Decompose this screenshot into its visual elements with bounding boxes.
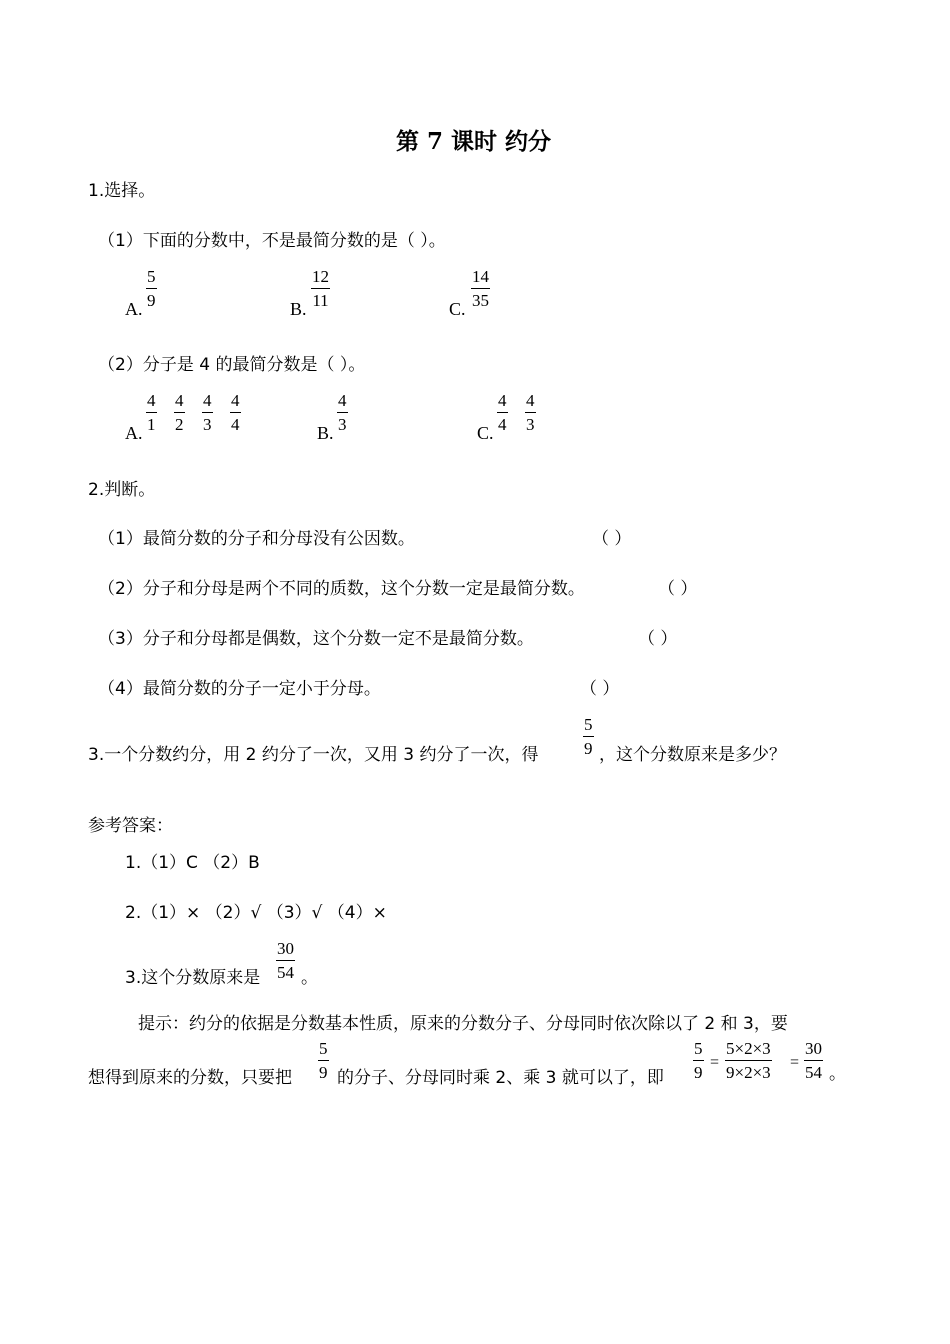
fraction: $\frac{4}{3}$ <box>203 391 212 434</box>
fraction: $\frac{14}{35}$ <box>472 267 489 310</box>
fraction: $\frac{4}{2}$ <box>175 391 184 434</box>
equals-sign: = <box>790 1054 800 1071</box>
option-a-label: A. <box>125 299 143 319</box>
hint-line-2b: 的分子、分母同时乘 2、乘 3 就可以了，即 <box>337 1068 664 1088</box>
answer-blank: （ ） <box>580 679 620 699</box>
fraction: $\frac{5}{9}$ <box>584 715 593 758</box>
answers-heading: 参考答案： <box>88 816 173 836</box>
option-b-label: B. <box>317 423 334 443</box>
question-1-2-text: （2）分子是 4 的最简分数是（ ）。 <box>98 355 366 375</box>
fraction: $\frac{12}{11}$ <box>312 267 329 310</box>
option-c-label: C. <box>449 299 466 319</box>
fraction: $\frac{4}{3}$ <box>526 391 535 434</box>
answer-3-text: 3.这个分数原来是 <box>125 968 261 988</box>
fraction: $\frac{5}{9}$ <box>319 1039 328 1082</box>
answer-blank: （ ） <box>592 529 632 549</box>
answer-blank: （ ） <box>638 629 678 649</box>
fraction: $\frac{4}{4}$ <box>498 391 507 434</box>
option-c-label: C. <box>477 423 494 443</box>
fraction: $\frac{4}{4}$ <box>231 391 240 434</box>
answer-2: 2.（1）× （2）√ （3）√ （4）× <box>125 903 387 923</box>
page-title: 第 7 课时 约分 <box>396 128 552 155</box>
fraction: $\frac{30}{54}$ <box>805 1039 822 1082</box>
question-1-1-text: （1）下面的分数中，不是最简分数的是（ ）。 <box>98 231 446 251</box>
fraction: $\frac{4}{1}$ <box>147 391 156 434</box>
answer-1: 1.（1）C （2）B <box>125 853 260 873</box>
hint-line-2a: 想得到原来的分数，只要把 <box>88 1068 292 1088</box>
section-1-heading: 1.选择。 <box>88 181 156 201</box>
question-3-text: 3.一个分数约分，用 2 约分了一次，又用 3 约分了一次，得 <box>88 745 539 765</box>
judge-item-text: （1）最简分数的分子和分母没有公因数。 <box>98 529 415 549</box>
judge-item-text: （2）分子和分母是两个不同的质数，这个分数一定是最简分数。 <box>98 579 585 599</box>
option-a-label: A. <box>125 423 143 443</box>
fraction: $\frac{30}{54}$ <box>277 939 294 982</box>
section-2-heading: 2.判断。 <box>88 480 156 500</box>
equation-end: 。 <box>829 1064 846 1084</box>
equals-sign: = <box>710 1054 720 1071</box>
fraction: $\frac{4}{3}$ <box>338 391 347 434</box>
fraction: $\frac{5}{9}$ <box>147 267 156 310</box>
answer-3-end: 。 <box>301 968 318 988</box>
option-b-label: B. <box>290 299 307 319</box>
hint-line-1: 提示：约分的依据是分数基本性质，原来的分数分子、分母同时依次除以了 2 和 3，要 <box>138 1014 788 1034</box>
fraction: $\frac{5\times 2\times 3}{9\times 2\times 3}$ <box>726 1039 771 1082</box>
fraction: $\frac{5}{9}$ <box>694 1039 703 1082</box>
judge-item-text: （4）最简分数的分子一定小于分母。 <box>98 679 381 699</box>
judge-item-text: （3）分子和分母都是偶数，这个分数一定不是最简分数。 <box>98 629 534 649</box>
question-3-text-end: ，这个分数原来是多少？ <box>599 745 786 765</box>
answer-blank: （ ） <box>658 579 698 599</box>
